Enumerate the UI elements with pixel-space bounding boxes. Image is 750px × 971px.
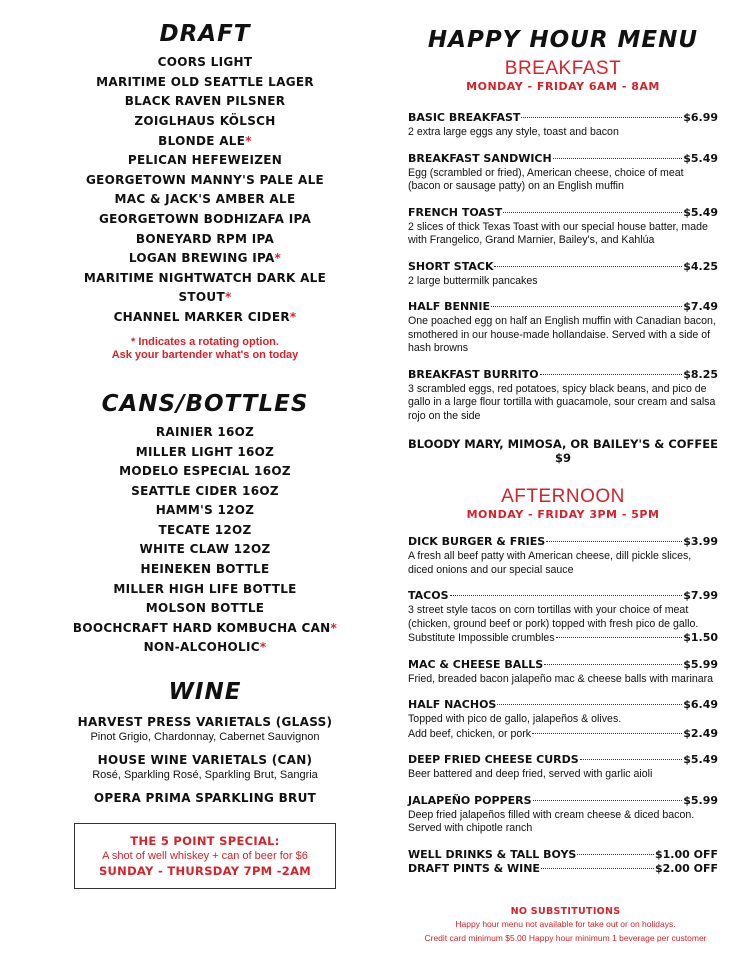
dot-leader — [541, 868, 654, 869]
right-column — [408, 28, 718, 876]
menu-item — [408, 794, 718, 836]
list-item — [55, 230, 355, 250]
menu-item-price: $3.99 — [683, 535, 718, 549]
rotating-note-line2: Ask your bartender what's on today — [111, 348, 299, 361]
menu-title: HAPPY HOUR MENU — [427, 27, 699, 53]
beer-name: PELICAN HEFEWEIZEN — [127, 153, 283, 168]
dot-leader — [580, 759, 682, 760]
menu-item-price: $6.49 — [683, 698, 718, 712]
menu-item-price: $5.99 — [683, 793, 718, 807]
list-item — [55, 249, 355, 269]
beer-name: STOUT — [178, 290, 225, 305]
beer-name: MODELO ESPECIAL 16OZ — [119, 464, 291, 479]
draft-list — [55, 53, 355, 327]
menu-item — [408, 698, 718, 741]
menu-item-name: DEEP FRIED CHEESE CURDS — [408, 753, 579, 767]
beer-name: BONEYARD RPM IPA — [135, 231, 275, 246]
footer-line1: Happy hour menu not available for take out or on holidays. — [455, 919, 676, 929]
breakfast-hours: MONDAY - FRIDAY 6AM - 8AM — [466, 80, 660, 94]
beer-name: GEORGETOWN BODHIZAFA IPA — [98, 212, 312, 227]
rotating-note — [55, 336, 355, 362]
rotating-star: * — [224, 290, 232, 305]
beer-name: HEINEKEN BOTTLE — [140, 562, 270, 577]
list-item — [55, 308, 355, 328]
list-item — [55, 423, 355, 443]
list-item — [55, 540, 355, 560]
menu-item-price: $7.49 — [683, 300, 718, 314]
dot-leader — [577, 854, 654, 855]
addon-text: Substitute Impossible crumbles — [408, 632, 555, 645]
menu-item-row — [408, 368, 718, 382]
menu-item-addon — [408, 631, 718, 646]
beer-name: WHITE CLAW 12OZ — [139, 542, 271, 557]
menu-item-name: HALF NACHOS — [408, 698, 497, 712]
special-desc: A shot of well whiskey + can of beer for $6 — [102, 850, 308, 863]
beer-name: RAINIER 16OZ — [155, 424, 255, 439]
addon-price: $2.49 — [683, 726, 718, 740]
menu-item — [408, 368, 718, 424]
list-item — [55, 619, 355, 639]
menu-item-name: BREAKFAST BURRITO — [408, 367, 539, 381]
list-item — [55, 73, 355, 93]
beer-name: MAC & JACK'S AMBER ALE — [114, 192, 296, 207]
menu-item-price: $7.99 — [683, 589, 718, 603]
dot-leader — [494, 266, 682, 267]
drink-special-row — [408, 862, 718, 876]
menu-item-desc: Beer battered and deep fried, served with garlic aioli — [408, 768, 653, 781]
dot-leader — [540, 374, 683, 375]
list-item — [55, 638, 355, 658]
list-item — [55, 501, 355, 521]
rotating-note-line1: * Indicates a rotating option. — [131, 335, 279, 348]
wine-name: HOUSE WINE VARIETALS (CAN) — [97, 753, 313, 768]
afternoon-title: AFTERNOON — [501, 486, 625, 508]
menu-item-row — [408, 698, 718, 712]
menu-item-row — [408, 794, 718, 808]
beer-name: MILLER HIGH LIFE BOTTLE — [113, 581, 297, 596]
dot-leader — [503, 212, 682, 213]
beer-name: MARITIME OLD SEATTLE LAGER — [96, 74, 314, 89]
menu-item-row — [408, 589, 718, 603]
drink-special-name: DRAFT PINTS & WINE — [408, 861, 540, 875]
menu-item-desc: 3 street style tacos on corn tortillas with your choice of meat (chicken, ground beef or pork) topped with fresh pico de gallo. — [408, 604, 699, 630]
cans-list — [55, 423, 355, 658]
dot-leader — [544, 664, 682, 665]
list-item — [55, 580, 355, 600]
list-item — [55, 210, 355, 230]
list-item — [55, 269, 355, 289]
wine-name: OPERA PRIMA SPARKLING BRUT — [93, 791, 317, 806]
menu-item-name: BREAKFAST SANDWICH — [408, 151, 552, 165]
list-item — [55, 151, 355, 171]
menu-item-desc: 3 scrambled eggs, red potatoes, spicy black beans, and pico de gallo in a large flour tortilla with guacamole, sour cream and salsa rojo on the side — [408, 382, 716, 422]
afternoon-hours: MONDAY - FRIDAY 3PM - 5PM — [466, 508, 660, 522]
rotating-star: * — [289, 310, 297, 325]
drink-special-name: WELL DRINKS & TALL BOYS — [408, 847, 577, 861]
wine-name: HARVEST PRESS VARIETALS (GLASS) — [77, 715, 333, 730]
menu-item-desc: Deep fried jalapeños filled with cream cheese & diced bacon. Served with chipotle ranch — [408, 808, 695, 835]
menu-item-price: $6.99 — [683, 111, 718, 125]
list-item — [55, 288, 355, 308]
beer-name: SEATTLE CIDER 16OZ — [131, 483, 279, 498]
beer-name: NON-ALCOHOLIC — [143, 640, 260, 655]
wine-desc: Rosé, Sparkling Rosé, Sparkling Brut, Sangria — [92, 769, 318, 782]
menu-item-desc: 2 extra large eggs any style, toast and bacon — [408, 126, 619, 139]
dot-leader — [521, 117, 682, 118]
menu-item-row — [408, 753, 718, 767]
list-item — [55, 171, 355, 191]
list-item — [55, 599, 355, 619]
menu-item-price: $5.99 — [683, 657, 718, 671]
dot-leader — [497, 704, 682, 705]
footer-line2: Credit card minimum $5.00 Happy hour minimum 1 beverage per customer — [424, 933, 707, 943]
menu-item-row — [408, 535, 718, 549]
menu-item-name: DICK BURGER & FRIES — [408, 535, 546, 549]
draft-heading: DRAFT — [159, 21, 251, 47]
menu-item-price: $5.49 — [683, 151, 718, 165]
beer-name: HAMM'S 12OZ — [155, 503, 255, 518]
beer-name: CHANNEL MARKER CIDER — [113, 310, 290, 325]
beer-name: TECATE 12OZ — [158, 522, 252, 537]
menu-item — [408, 152, 718, 194]
menu-item-name: MAC & CHEESE BALLS — [408, 657, 544, 671]
menu-item-desc: Fried, breaded bacon jalapeño mac & cheese balls with marinara — [408, 672, 714, 685]
rotating-star: * — [330, 620, 338, 635]
special-title: THE 5 POINT SPECIAL: — [130, 834, 280, 849]
breakfast-drinks-combo — [408, 437, 718, 465]
footer-title: NO SUBSTITUTIONS — [510, 906, 621, 917]
dot-leader — [553, 158, 682, 159]
menu-item — [408, 206, 718, 248]
drink-special-row — [408, 848, 718, 862]
menu-item — [408, 658, 718, 687]
menu-item — [408, 535, 718, 577]
beer-name: BLONDE ALE — [158, 133, 246, 148]
menu-item-row — [408, 300, 718, 314]
menu-item — [408, 260, 718, 289]
wine-item — [55, 791, 355, 805]
afternoon-items — [408, 535, 718, 836]
menu-item-row — [408, 658, 718, 672]
menu-item-name: JALAPEÑO POPPERS — [408, 793, 532, 807]
beer-name: GEORGETOWN MANNY'S PALE ALE — [85, 172, 325, 187]
list-item — [55, 112, 355, 132]
menu-item-desc: 2 slices of thick Texas Toast with our special house batter, made with Frangelico, Grand Marnier, Bailey's, and Kahlúa — [408, 220, 708, 247]
menu-item-desc: 2 large buttermilk pancakes — [408, 274, 538, 287]
menu-item-desc: Topped with pico de gallo, jalapeños & olives. — [408, 713, 622, 726]
rotating-star: * — [245, 133, 252, 148]
beer-name: BOOCHCRAFT HARD KOMBUCHA CAN — [72, 620, 331, 635]
menu-item-name: BASIC BREAKFAST — [408, 111, 521, 125]
beer-name: BLACK RAVEN PILSNER — [124, 94, 286, 109]
breakfast-title: BREAKFAST — [504, 58, 622, 80]
menu-item-row — [408, 260, 718, 274]
wine-desc: Pinot Grigio, Chardonnay, Cabernet Sauvignon — [90, 731, 320, 744]
menu-item-desc: A fresh all beef patty with American cheese, dill pickle slices, diced onions and our special sauce — [408, 550, 692, 576]
wine-item — [55, 753, 355, 781]
rotating-star: * — [274, 251, 282, 266]
list-item — [55, 443, 355, 463]
drink-special-price: $2.00 OFF — [654, 861, 718, 875]
footer-notes — [408, 906, 723, 945]
addon-price: $1.50 — [683, 631, 718, 645]
drink-specials — [408, 848, 718, 876]
addon-text: Add beef, chicken, or pork — [408, 727, 532, 740]
beer-name: MOLSON BOTTLE — [145, 601, 265, 616]
beer-name: MILLER LIGHT 16OZ — [135, 444, 275, 459]
menu-item-price: $8.25 — [683, 367, 718, 381]
dot-leader — [450, 595, 683, 596]
menu-item — [408, 300, 718, 356]
menu-item-row — [408, 152, 718, 166]
menu-item-row — [408, 111, 718, 125]
menu-item-name: TACOS — [408, 589, 449, 603]
list-item — [55, 132, 355, 152]
combo-line1: BLOODY MARY, MIMOSA, OR BAILEY'S & COFFEE — [408, 437, 718, 452]
five-point-special — [74, 823, 336, 889]
dot-leader — [546, 541, 682, 542]
list-item — [55, 560, 355, 580]
list-item — [55, 53, 355, 73]
list-item — [55, 190, 355, 210]
menu-item-desc: One poached egg on half an English muffin with Canadian bacon, smothered in our house-made hollandaise. Served with a side of hash browns — [408, 315, 716, 355]
wine-list — [55, 715, 355, 805]
combo-line2: $9 — [554, 451, 571, 466]
dot-leader — [556, 637, 683, 638]
menu-item-name: HALF BENNIE — [408, 300, 490, 314]
menu-item-row — [408, 206, 718, 220]
beer-name: COORS LIGHT — [157, 55, 253, 70]
menu-item — [408, 111, 718, 140]
menu-item-desc: Egg (scrambled or fried), American cheese, choice of meat (bacon or sausage patty) on an English muffin — [408, 166, 684, 193]
menu-item — [408, 753, 718, 782]
dot-leader — [533, 800, 683, 801]
list-item — [55, 521, 355, 541]
menu-item — [408, 589, 718, 646]
list-item — [55, 482, 355, 502]
list-item — [55, 462, 355, 482]
special-time: SUNDAY - THURSDAY 7PM -2AM — [98, 864, 312, 879]
menu-item-name: SHORT STACK — [408, 259, 494, 273]
list-item — [55, 92, 355, 112]
drink-special-price: $1.00 OFF — [654, 847, 718, 861]
beer-name: ZOIGLHAUS KÖLSCH — [134, 114, 276, 129]
left-column — [55, 22, 355, 889]
menu-item-addon — [408, 727, 718, 742]
rotating-star: * — [259, 640, 267, 655]
menu-item-price: $5.49 — [683, 205, 718, 219]
menu-item-price: $4.25 — [683, 259, 718, 273]
wine-heading: WINE — [168, 679, 242, 706]
breakfast-items — [408, 111, 718, 423]
beer-name: LOGAN BREWING IPA — [128, 251, 275, 266]
wine-item — [55, 715, 355, 743]
beer-name: MARITIME NIGHTWATCH DARK ALE — [83, 270, 327, 285]
dot-leader — [491, 306, 682, 307]
menu-item-price: $5.49 — [683, 753, 718, 767]
cans-heading: CANS/BOTTLES — [101, 390, 309, 417]
dot-leader — [532, 733, 682, 734]
menu-item-name: FRENCH TOAST — [408, 205, 503, 219]
